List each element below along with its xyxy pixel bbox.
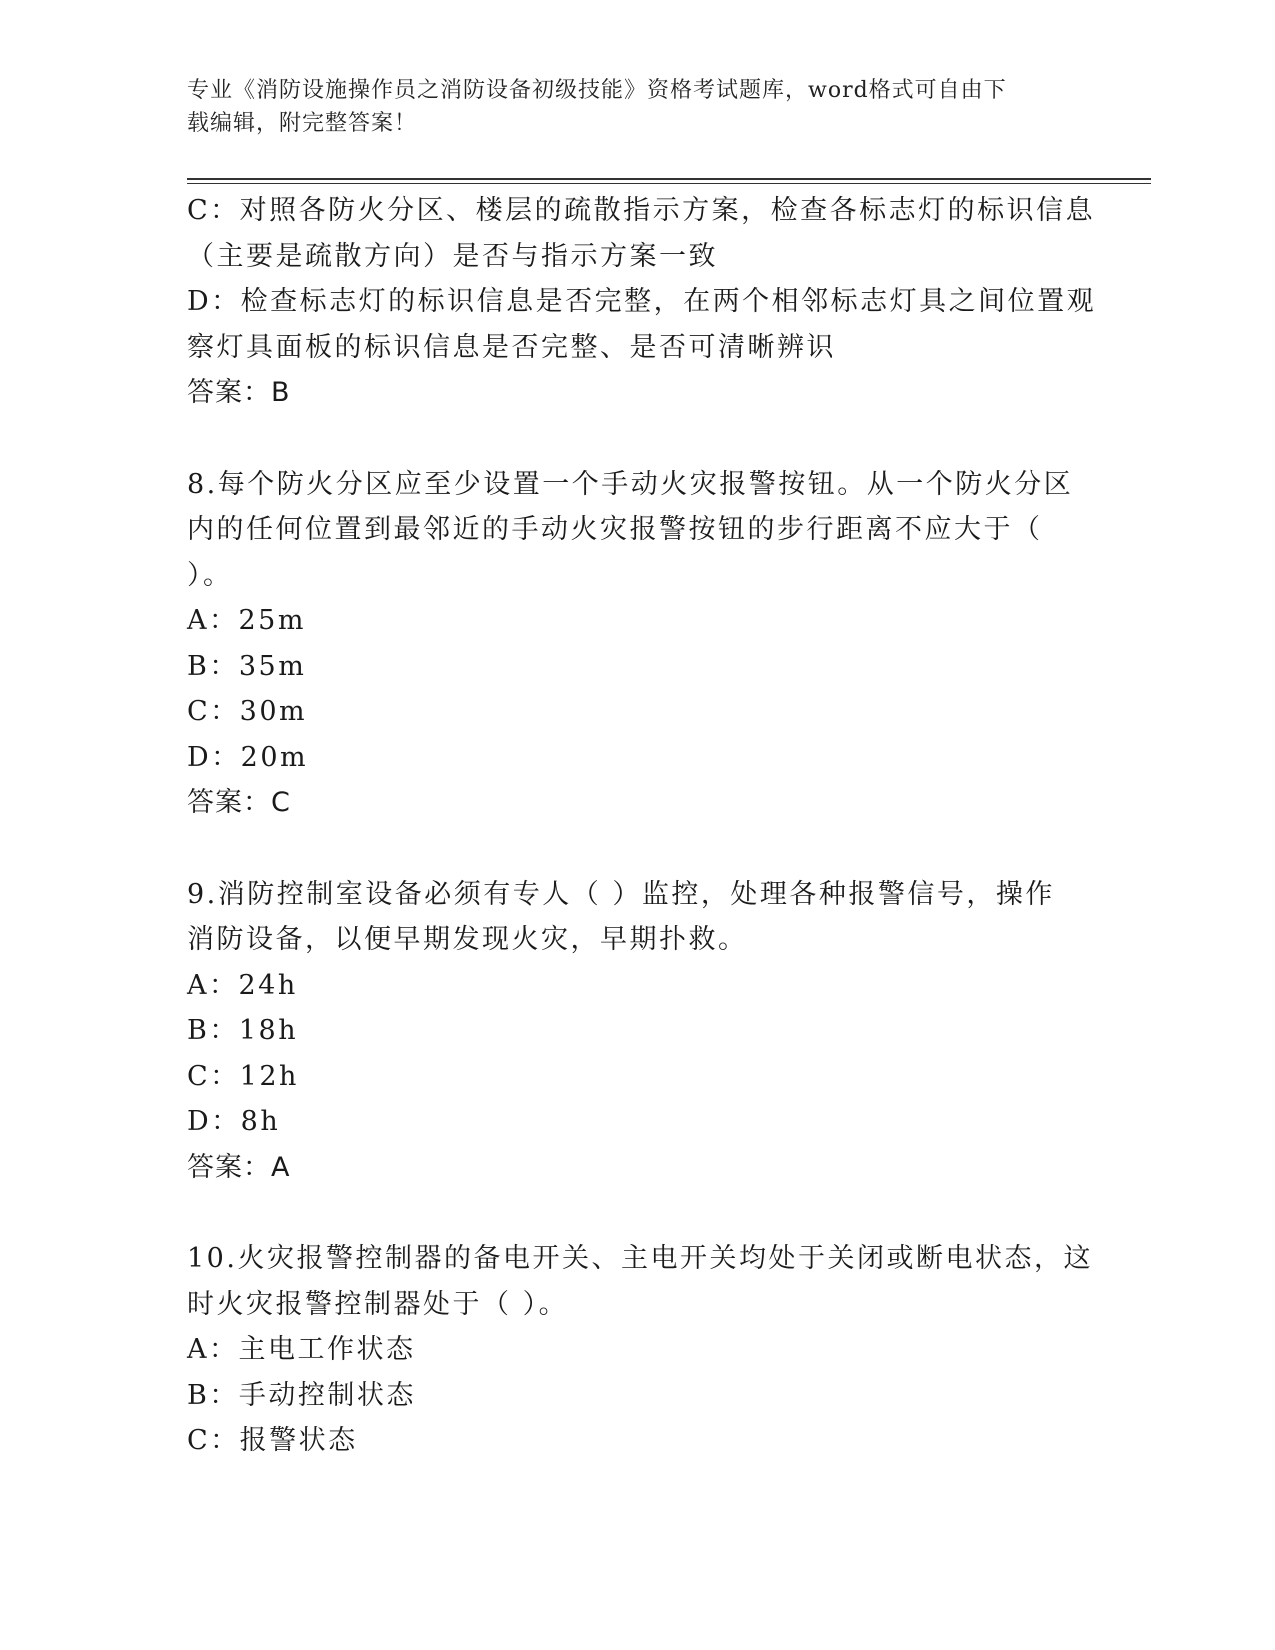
option-d-line-2: 察灯具面板的标识信息是否完整、是否可清晰辨识 xyxy=(187,331,836,363)
option-c-line-2: （主要是疏散方向）是否与指示方案一致 xyxy=(187,240,718,272)
question-8-line-1: 8.每个防火分区应至少设置一个手动火灾报警按钮。从一个防火分区 xyxy=(187,468,1074,500)
question-block-10 xyxy=(187,1236,1093,1464)
question-9-option-d: D：8h xyxy=(187,1106,281,1137)
answer-8: 答案：C xyxy=(187,787,291,818)
document-header xyxy=(187,74,1067,140)
question-9-option-c: C：12h xyxy=(187,1060,299,1092)
question-10-option-c: C：报警状态 xyxy=(187,1425,358,1456)
question-8-option-d: D：20m xyxy=(187,741,309,773)
header-line-1: 专业《消防设施操作员之消防设备初级技能》资格考试题库，word格式可自由下 xyxy=(187,78,1007,103)
header-divider-thick xyxy=(187,178,1151,180)
spacer xyxy=(187,416,1087,462)
question-9-option-a: A：24h xyxy=(187,969,298,1001)
question-8-line-3: ）。 xyxy=(187,559,233,591)
question-8-option-a: A：25m xyxy=(187,605,306,636)
question-10-option-a: A：主电工作状态 xyxy=(187,1334,416,1365)
question-8-line-2: 内的任何位置到最邻近的手动火灾报警按钮的步行距离不应大于（ xyxy=(187,514,1043,545)
question-block-9 xyxy=(187,872,1087,1191)
option-c-line-1: C：对照各防火分区、楼层的疏散指示方案，检查各标志灯的标识信息 xyxy=(187,195,1096,226)
question-10-line-2: 时火灾报警控制器处于（ ）。 xyxy=(187,1288,569,1320)
spacer xyxy=(187,1190,1087,1236)
question-9-option-b: B：18h xyxy=(187,1015,299,1046)
question-10-line-1: 10.火灾报警控制器的备电开关、主电开关均处于关闭或断电状态，这 xyxy=(187,1243,1093,1274)
question-10-option-b: B：手动控制状态 xyxy=(187,1379,416,1411)
spacer xyxy=(187,826,1087,872)
header-divider-thin xyxy=(187,183,1151,184)
question-block-8 xyxy=(187,462,1087,826)
header-line-2: 载编辑，附完整答案！ xyxy=(187,111,418,136)
answer-7: 答案：B xyxy=(187,377,291,408)
question-8-option-c: C：30m xyxy=(187,696,308,727)
answer-9: 答案：A xyxy=(187,1151,291,1183)
question-8-option-b: B：35m xyxy=(187,650,307,682)
option-d-line-1: D：检查标志灯的标识信息是否完整，在两个相邻标志灯具之间位置观 xyxy=(187,286,1097,317)
question-block-7 xyxy=(187,188,1097,416)
question-9-line-2: 消防设备，以便早期发现火灾，早期扑救。 xyxy=(187,924,748,955)
question-9-line-1: 9.消防控制室设备必须有专人（ ）监控，处理各种报警信号，操作 xyxy=(187,878,1055,910)
question-content xyxy=(187,188,1097,1464)
